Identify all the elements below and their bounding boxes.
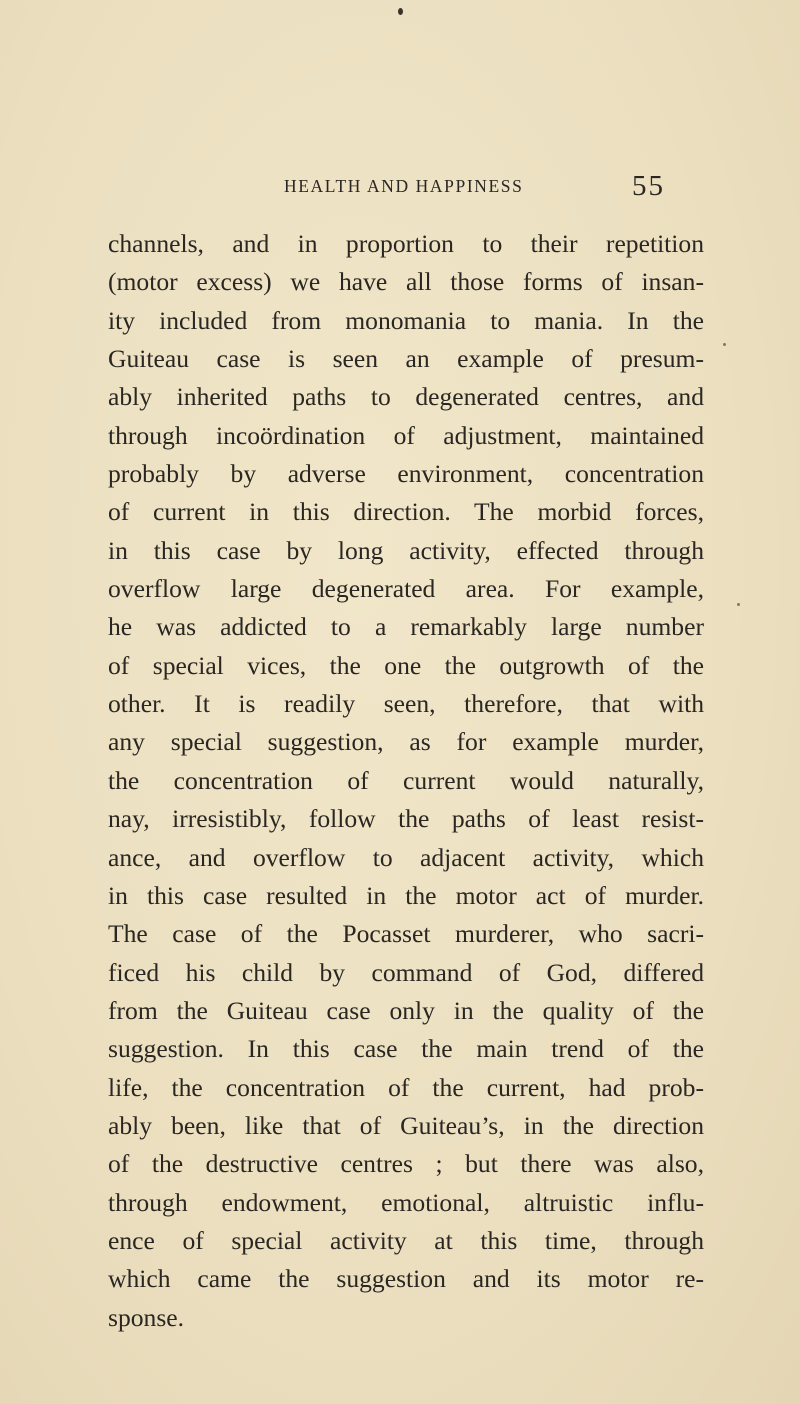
text-line: (motor excess) we have all those forms of insan- xyxy=(108,267,704,297)
body-text xyxy=(108,225,704,1337)
text-line: nay, irresistibly, follow the paths of least resist- xyxy=(108,804,704,834)
text-line: overflow large degenerated area. For example, xyxy=(108,574,704,604)
text-line: ably been, like that of Guiteau’s, in the direction xyxy=(108,1110,704,1140)
text-line: he was addicted to a remarkably large number xyxy=(108,612,704,642)
text-line: ance, and overflow to adjacent activity, which xyxy=(108,842,704,872)
text-line: in this case by long activity, effected through xyxy=(108,535,704,565)
text-line: probably by adverse environment, concentration xyxy=(108,459,704,489)
text-line: from the Guiteau case only in the quality of the xyxy=(108,995,704,1025)
text-line: any special suggestion, as for example murder, xyxy=(108,727,704,757)
ink-speck-right xyxy=(723,343,726,346)
ink-speck-top xyxy=(398,8,403,15)
running-head: HEALTH AND HAPPINESS xyxy=(284,176,524,196)
ink-speck-right-lower xyxy=(737,603,740,606)
text-line: life, the concentration of the current, had prob- xyxy=(108,1072,704,1102)
text-line: which came the suggestion and its motor re- xyxy=(108,1264,704,1294)
text-line: Guiteau case is seen an example of presum- xyxy=(108,344,704,374)
text-line: through endowment, emotional, altruistic influ- xyxy=(108,1187,704,1217)
text-line: ably inherited paths to degenerated centres, and xyxy=(108,382,704,412)
text-line: sponse. xyxy=(108,1302,185,1332)
text-line: channels, and in proportion to their repetition xyxy=(108,229,704,258)
text-line: of current in this direction. The morbid forces, xyxy=(108,497,704,527)
text-line: of the destructive centres ; but there was also, xyxy=(108,1149,704,1179)
text-line: in this case resulted in the motor act of murder. xyxy=(108,880,704,910)
text-line: other. It is readily seen, therefore, that with xyxy=(108,689,704,719)
text-line: of special vices, the one the outgrowth of the xyxy=(108,650,704,680)
text-line: The case of the Pocasset murderer, who sacri- xyxy=(108,919,704,949)
text-line: ity included from monomania to mania. In the xyxy=(108,305,704,335)
page-number: 55 xyxy=(632,170,665,202)
text-line: suggestion. In this case the main trend of the xyxy=(108,1034,704,1064)
text-line: ence of special activity at this time, through xyxy=(108,1225,704,1255)
page-header xyxy=(284,170,664,210)
text-line: ficed his child by command of God, differed xyxy=(108,957,704,987)
text-line: the concentration of current would naturally, xyxy=(108,765,704,795)
text-line: through incoördination of adjustment, maintained xyxy=(108,420,704,450)
